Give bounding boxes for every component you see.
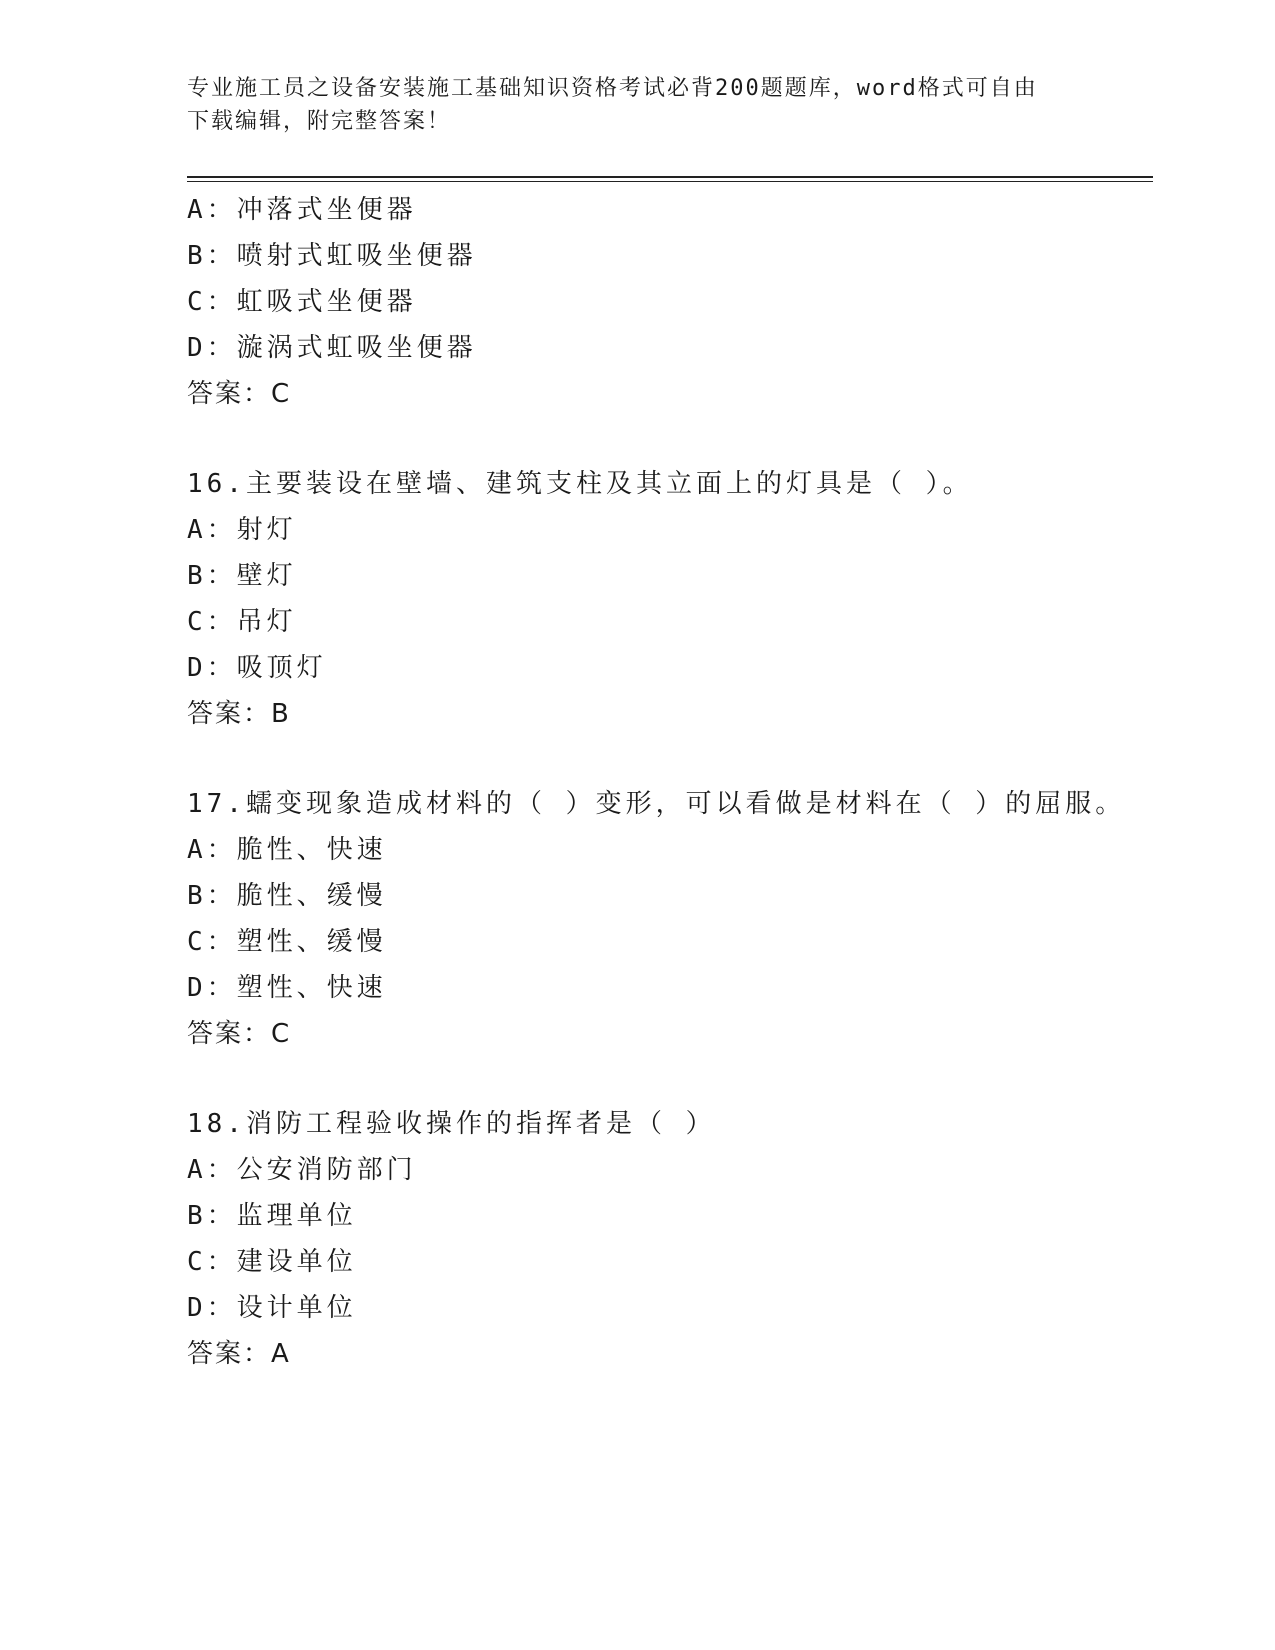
option-a: A：射灯 (187, 515, 297, 545)
header-divider-thick (187, 176, 1153, 178)
question-16-block (187, 461, 1147, 737)
option-a: A：脆性、快速 (187, 835, 387, 865)
option-c: C：塑性、缓慢 (187, 927, 387, 957)
option-b: B：监理单位 (187, 1201, 357, 1231)
option-a: A：公安消防部门 (187, 1155, 417, 1185)
answer-line: 答案：B (187, 699, 291, 729)
header-line-2: 下载编辑，附完整答案！ (187, 109, 452, 134)
option-a: A：冲落式坐便器 (187, 195, 417, 225)
option-d: D：塑性、快速 (187, 973, 387, 1003)
answer-line: 答案：C (187, 379, 292, 409)
option-c: C：虹吸式坐便器 (187, 287, 417, 317)
option-b: B：壁灯 (187, 561, 297, 591)
spacer (187, 1057, 1147, 1101)
option-c: C：建设单位 (187, 1247, 357, 1277)
question-list (187, 187, 1147, 1377)
question-17-title: 17.蠕变现象造成材料的（ ）变形，可以看做是材料在（ ）的屈服。 (187, 789, 1126, 819)
header-divider-thin (187, 181, 1153, 182)
question-17-block (187, 781, 1147, 1057)
spacer (187, 737, 1147, 781)
question-18-title: 18.消防工程验收操作的指挥者是（ ） (187, 1109, 716, 1139)
option-c: C：吊灯 (187, 607, 297, 637)
question-15-block (187, 187, 1147, 417)
answer-line: 答案：C (187, 1019, 292, 1049)
question-16-title: 16.主要装设在壁墙、建筑支柱及其立面上的灯具是（ ）。 (187, 469, 973, 499)
option-b: B：脆性、缓慢 (187, 881, 387, 911)
option-d: D：设计单位 (187, 1293, 357, 1323)
answer-line: 答案：A (187, 1339, 291, 1369)
document-header (187, 72, 1067, 138)
option-b: B：喷射式虹吸坐便器 (187, 241, 477, 271)
option-d: D：漩涡式虹吸坐便器 (187, 333, 477, 363)
header-line-1: 专业施工员之设备安装施工基础知识资格考试必背200题题库，word格式可自由 (187, 76, 1038, 101)
option-d: D：吸顶灯 (187, 653, 327, 683)
spacer (187, 417, 1147, 461)
question-18-block (187, 1101, 1147, 1377)
